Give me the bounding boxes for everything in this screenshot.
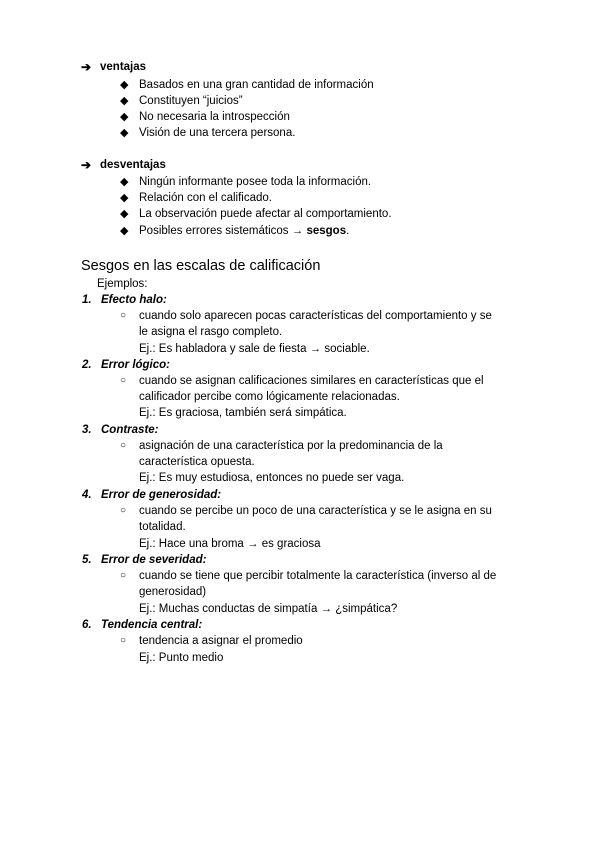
circle-bullet-icon: ○ [120,375,127,386]
sesgo-title: Contraste: [101,424,159,436]
diamond-bullet-icon: ◆ [120,208,129,220]
sesgo-desc: cuando se percibe un poco de una característica y se le asigna en su [139,505,492,517]
desventajas-last-suffix: . [346,225,350,237]
diamond-bullet-icon: ◆ [120,95,129,107]
section-title: Sesgos en las escalas de calificación [81,258,321,274]
circle-bullet-icon: ○ [120,440,127,451]
sesgo-example: Ej.: Punto medio [139,652,224,664]
ventajas-item: Basados en una gran cantidad de información [139,79,374,91]
desventajas-item: La observación puede afectar al comportamiento. [139,208,392,220]
ventajas-item: Constituyen “juicios” [139,95,243,107]
sesgo-desc: generosidad) [139,586,207,598]
sesgo-title: Efecto halo: [101,294,167,306]
sesgo-title: Error de severidad: [101,554,207,566]
sesgo-title: Error lógico: [101,359,171,371]
sesgo-example: Ej.: Es muy estudiosa, entonces no puede ser vaga. [139,472,405,484]
sesgo-desc: asignación de una característica por la predominancia de la [139,440,443,452]
list-number: 4. [82,489,92,501]
desventajas-item-last [139,223,349,239]
sesgo-example: Ej.: Hace una broma → es graciosa [139,538,321,550]
circle-bullet-icon: ○ [120,635,127,646]
diamond-bullet-icon: ◆ [120,111,129,123]
desventajas-last-bold: sesgos [306,225,347,237]
ventajas-item: No necesaria la introspección [139,111,290,123]
desventajas-item: Ningún informante posee toda la información. [139,176,372,188]
sesgo-desc: le asigna el rasgo completo. [139,326,283,338]
sesgo-example: Ej.: Es graciosa, también será simpática. [139,407,347,419]
list-number: 5. [82,554,92,566]
circle-bullet-icon: ○ [120,310,127,321]
list-number: 6. [82,619,92,631]
sesgo-desc: cuando se asignan calificaciones similares en características que el [139,375,484,387]
ventajas-item: Visión de una tercera persona. [139,127,296,139]
diamond-bullet-icon: ◆ [120,79,129,91]
sesgo-title: Tendencia central: [101,619,203,631]
list-number: 3. [82,424,92,436]
sesgo-desc: totalidad. [139,521,186,533]
arrow-bullet-icon: ➔ [81,60,92,74]
sesgo-desc: cuando solo aparecen pocas características del comportamiento y se [139,310,492,322]
sesgo-example: Ej.: Es habladora y sale de fiesta → sociable. [139,343,370,355]
circle-bullet-icon: ○ [120,570,127,581]
sesgo-desc: cuando se tiene que percibir totalmente la característica (inverso al de [139,570,497,582]
list-number: 1. [82,294,92,306]
diamond-bullet-icon: ◆ [120,127,129,139]
diamond-bullet-icon: ◆ [120,225,129,237]
diamond-bullet-icon: ◆ [120,176,129,188]
circle-bullet-icon: ○ [120,505,127,516]
desventajas-label: desventajas [100,159,166,171]
list-number: 2. [82,359,92,371]
arrow-bullet-icon: ➔ [81,158,92,172]
diamond-bullet-icon: ◆ [120,192,129,204]
sesgo-example: Ej.: Muchas conductas de simpatía → ¿simpática? [139,603,398,615]
sesgo-desc: tendencia a asignar el promedio [139,635,303,647]
desventajas-item: Relación con el calificado. [139,192,272,204]
ventajas-label: ventajas [100,61,147,73]
sesgo-title: Error de generosidad: [101,489,222,501]
section-intro: Ejemplos: [97,278,148,290]
sesgo-desc: característica opuesta. [139,456,255,468]
sesgo-desc: calificador percibe como lógicamente relacionadas. [139,391,400,403]
desventajas-last-prefix: Posibles errores sistemáticos → [139,225,307,237]
